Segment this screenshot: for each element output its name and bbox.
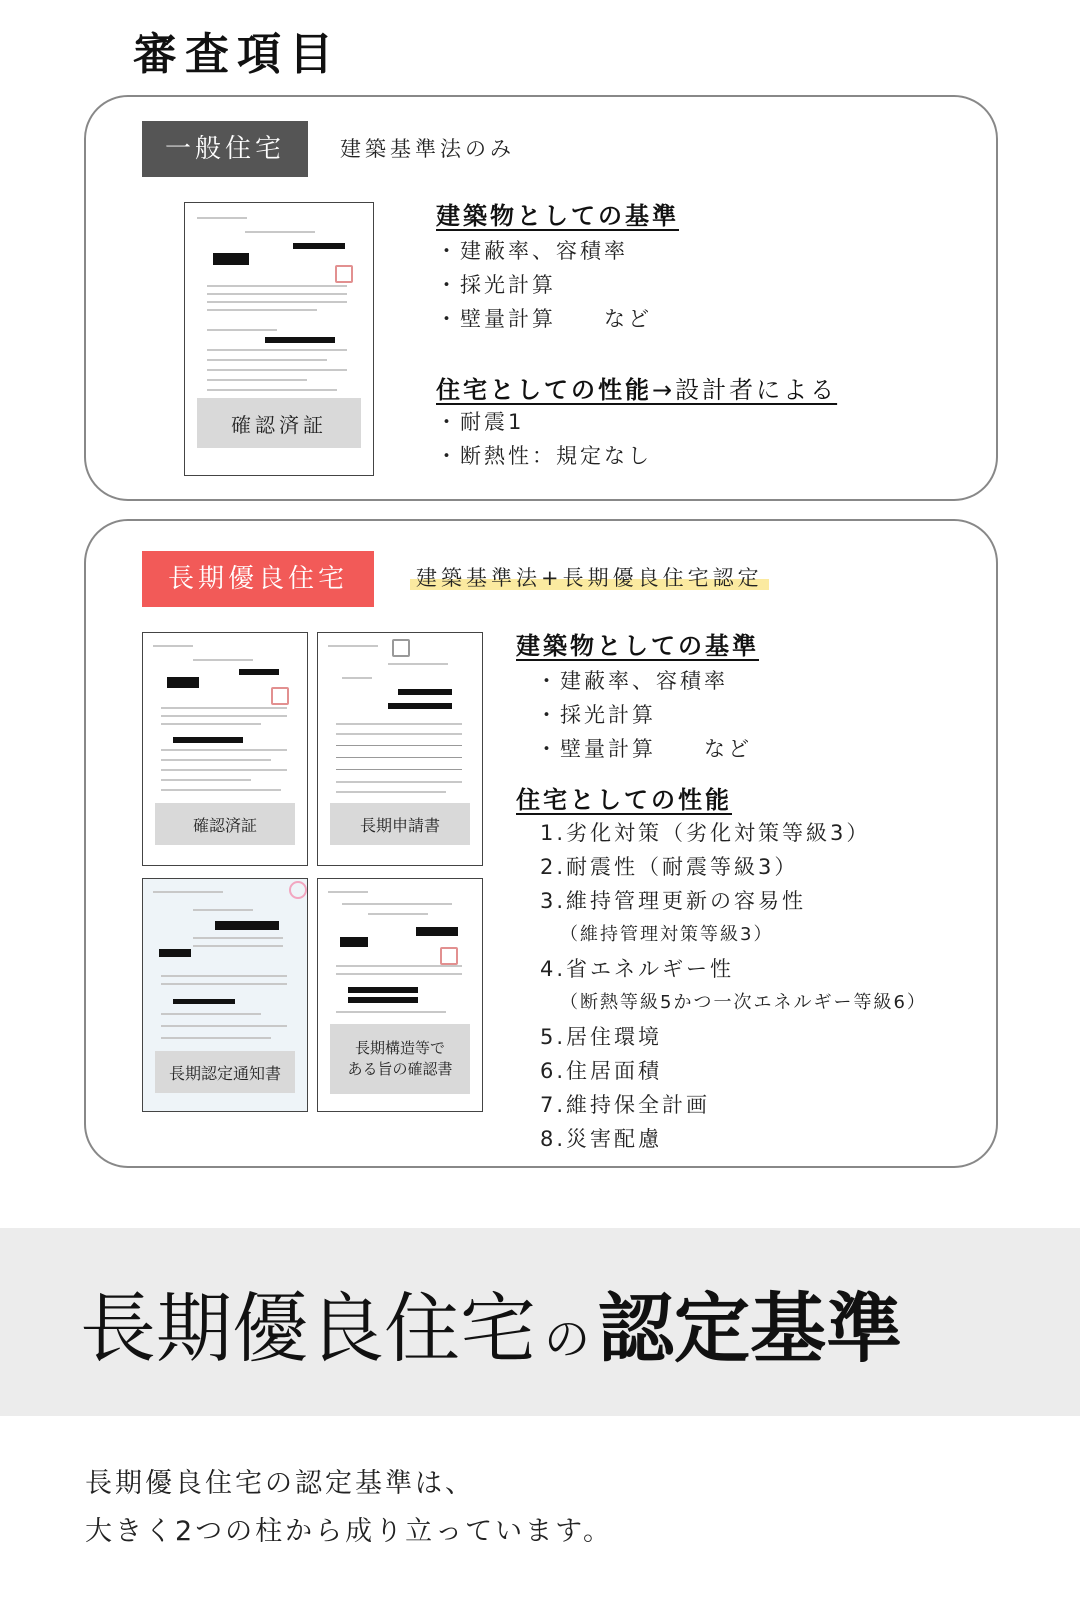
long-term-building-standards-heading: 建築物としての基準	[516, 632, 759, 660]
doc-label-line: 長期構造等で	[354, 1039, 445, 1057]
general-performance-heading	[436, 370, 837, 405]
list-item: 6.住居面積	[540, 1059, 663, 1083]
list-item: 1.劣化対策（劣化対策等級3）	[540, 821, 871, 845]
banner-title-part: 長期優良住宅	[80, 1284, 536, 1373]
list-item-note: （維持管理対策等級3）	[560, 924, 774, 945]
general-housing-desc: 建築基準法のみ	[340, 137, 515, 161]
doc-label: 確認済証	[197, 398, 361, 448]
list-item: 2.耐震性（耐震等級3）	[540, 855, 799, 879]
long-term-performance-list	[540, 816, 927, 1156]
confirmation-certificate-doc	[142, 632, 308, 866]
list-item: 7.維持保全計画	[540, 1093, 711, 1117]
list-item: 3.維持管理更新の容易性	[540, 889, 807, 913]
long-term-building-standards-list	[536, 664, 752, 766]
list-item: 5.居住環境	[540, 1025, 663, 1049]
long-term-application-doc	[317, 632, 483, 866]
banner-title-emphasis: 認定基準	[598, 1284, 902, 1373]
long-term-housing-desc	[410, 562, 769, 592]
long-term-housing-tag: 長期優良住宅	[142, 551, 374, 607]
list-item: ・壁量計算 など	[536, 737, 752, 761]
banner-title	[80, 1268, 902, 1377]
list-item-note: （断熱等級5かつ一次エネルギー等級6）	[560, 992, 927, 1013]
list-item: ・断熱性：規定なし	[436, 444, 652, 468]
intro-paragraph	[85, 1460, 613, 1556]
general-building-standards-heading: 建築物としての基準	[436, 202, 679, 230]
highlighted-desc: 建築基準法+長期優良住宅認定	[410, 566, 769, 590]
paragraph-line: 大きく2つの柱から成り立っています。	[85, 1516, 614, 1547]
doc-label: 長期申請書	[330, 803, 470, 845]
doc-label-line: ある旨の確認書	[347, 1060, 453, 1078]
list-item: ・壁量計算 など	[436, 307, 652, 331]
long-term-certification-notice-doc	[142, 878, 308, 1112]
doc-label: 確認済証	[155, 803, 295, 845]
performance-note: →設計者による	[652, 376, 838, 404]
long-term-structure-confirmation-doc	[317, 878, 483, 1112]
list-item: ・採光計算	[536, 703, 656, 727]
general-housing-tag: 一般住宅	[142, 121, 308, 177]
paragraph-line: 長期優良住宅の認定基準は、	[85, 1468, 475, 1499]
long-term-performance-heading: 住宅としての性能	[516, 786, 732, 814]
general-performance-list	[436, 405, 652, 473]
list-item: ・建蔽率、容積率	[436, 239, 628, 263]
performance-heading-text: 住宅としての性能	[436, 376, 652, 404]
general-building-standards-list	[436, 234, 652, 336]
list-item: ・採光計算	[436, 273, 556, 297]
confirmation-certificate-doc	[184, 202, 374, 476]
page-title: 審査項目	[133, 29, 341, 80]
list-item: 8.災害配慮	[540, 1127, 663, 1151]
doc-label: 長期認定通知書	[155, 1051, 295, 1093]
list-item: 4.省エネルギー性	[540, 957, 735, 981]
banner-title-particle: の	[544, 1312, 590, 1366]
list-item: ・建蔽率、容積率	[536, 669, 728, 693]
list-item: ・耐震1	[436, 410, 525, 434]
doc-label	[330, 1024, 470, 1094]
